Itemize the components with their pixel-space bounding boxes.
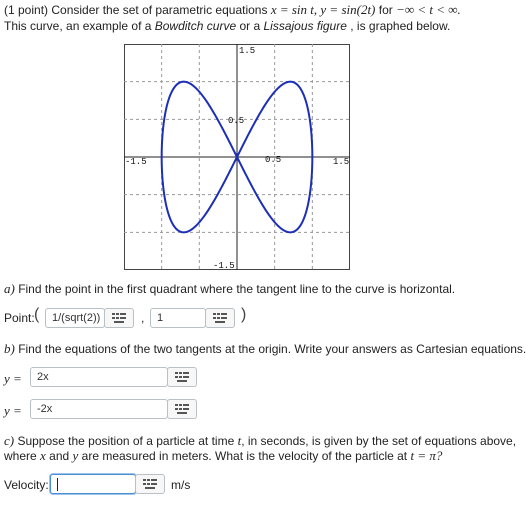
tangent-1-input[interactable]: 2x: [30, 367, 168, 387]
intro-line2-a: This curve, an example of a: [4, 19, 152, 33]
keyboard-button-tangent-1[interactable]: [167, 367, 197, 387]
intro-line-2: [4, 19, 450, 33]
keyboard-button-velocity[interactable]: [135, 474, 165, 494]
intro-lissajous: Lissajous figure: [263, 19, 347, 33]
part-c-text-2b: are measured in meters. What is the velocity of the particle at: [81, 449, 408, 463]
part-c-x-var: x: [40, 448, 46, 463]
tick-x-right: 1.5: [333, 157, 350, 167]
keyboard-icon: [175, 404, 189, 414]
intro-equation: x = sin t, y = sin(2t): [270, 2, 376, 17]
intro-range: −∞ < t < ∞.: [396, 2, 461, 17]
part-c-y-var: y: [72, 448, 79, 463]
part-b-question: [4, 341, 526, 357]
intro-line-1: [4, 2, 461, 18]
intro-bowditch: Bowditch curve: [154, 19, 237, 33]
keyboard-button-point-y[interactable]: [205, 308, 235, 328]
tangent-2-input[interactable]: -2x: [30, 399, 168, 419]
plot-svg: [124, 44, 350, 270]
intro-or: or a: [239, 19, 261, 33]
y-equals-label-2: y =: [4, 403, 22, 418]
tick-y-bottom: -1.5: [213, 261, 235, 271]
part-c-text-1: Suppose the position of a particle at time: [17, 434, 235, 448]
intro-prefix: (1 point) Consider the set of parametric equations: [4, 3, 268, 17]
intro-line2-b: , is graphed below.: [350, 19, 451, 33]
lissajous-graph: [124, 44, 350, 270]
keyboard-button-tangent-2[interactable]: [167, 399, 197, 419]
close-paren: ): [241, 306, 247, 323]
velocity-label: Velocity:: [4, 478, 49, 492]
part-c-t-var: t: [237, 433, 242, 448]
point-label: Point:: [4, 311, 35, 325]
part-b-text: Find the equations of the two tangents at the origin. Write your answers as Cartesian equations.: [18, 342, 526, 356]
part-c-question-line-1: [4, 433, 516, 449]
keyboard-button-point-x[interactable]: [104, 308, 134, 328]
velocity-unit: m/s: [171, 478, 191, 492]
part-c-where: where: [4, 449, 37, 463]
intro-for: for: [378, 3, 393, 17]
y-equals-label-1: y =: [4, 371, 22, 386]
keyboard-icon: [112, 313, 126, 323]
comma: ,: [141, 311, 145, 325]
tick-x-left: -1.5: [125, 157, 147, 167]
open-paren: (: [34, 306, 40, 323]
part-b-letter: b): [4, 341, 15, 356]
part-c-and: and: [49, 449, 70, 463]
tick-x-mid: 0.5: [265, 155, 282, 165]
point-y-input[interactable]: 1: [150, 308, 206, 328]
keyboard-icon: [143, 479, 157, 489]
point-x-input[interactable]: 1/(sqrt(2)): [45, 308, 105, 328]
part-c-letter: c): [4, 433, 15, 448]
part-c-question-line-2: [4, 448, 442, 464]
text-caret: [57, 478, 58, 491]
keyboard-icon: [213, 313, 227, 323]
part-a-text: Find the point in the first quadrant where the tangent line to the curve is horizontal.: [18, 282, 456, 296]
keyboard-icon: [175, 372, 189, 382]
part-c-text-1b: , in seconds, is given by the set of equations above,: [241, 434, 517, 448]
velocity-input[interactable]: [50, 474, 136, 494]
tick-y-mid: 0.5: [228, 116, 245, 126]
part-a-letter: a): [4, 281, 15, 296]
part-a-question: [4, 281, 455, 297]
tick-y-top: 1.5: [239, 46, 256, 56]
part-c-t-equals: t = π?: [410, 448, 443, 463]
